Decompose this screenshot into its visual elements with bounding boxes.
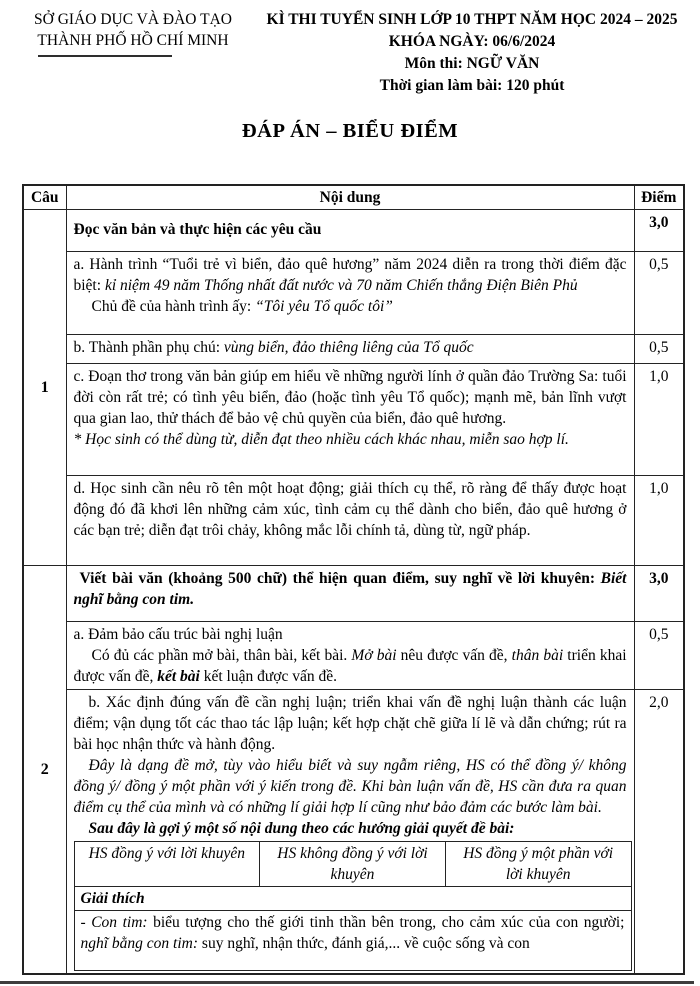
- q2b-score: 2,0: [634, 690, 684, 975]
- table-header-row: [23, 185, 684, 210]
- solution-directions-table: [74, 841, 632, 971]
- inner-content-row: [74, 911, 631, 971]
- q1a-paragraph-1: a. Hành trình “Tuổi trẻ vì biển, đảo quê hương” năm 2024 diễn ra trong thời điểm đặc biệt: kỉ niệm 49 năm Thống nhất đất nước và 70 năm Chiến thắng Điện Biên Phủ: [73, 256, 627, 294]
- page-bottom-scan-edge: [0, 981, 694, 984]
- q2-intro-score: 3,0: [634, 566, 684, 622]
- q2a-paragraph-2: Có đủ các phần mở bài, thân bài, kết bài. Mở bài nêu được vấn đề, thân bài triển khai được vấn đề, kết bài kết luận được vấn đề.: [73, 647, 627, 685]
- q1d-row: [23, 476, 684, 566]
- q2b-paragraph-2: Đây là dạng đề mở, tùy vào hiểu biết và suy ngẫm riêng, HS có thể đồng ý/ không đồng ý/ đồng ý một phần với ý kiến trong đề. Khi bàn luận vấn đề, HS cần đưa ra quan điểm cụ thể của mình và có những lí giải hợp lí cũng như bảo đảm các bước làm bài.: [73, 757, 627, 816]
- q2b-paragraph-1: b. Xác định đúng vấn đề cần nghị luận; triển khai vấn đề nghị luận thành các luận điểm; vận dụng tốt các thao tác lập luận; kết hợp chặt chẽ giữa lí lẽ và dẫn chứng; rút ra bài học nhận thức và hành động.: [73, 694, 627, 753]
- page-title: ĐÁP ÁN – BIỂU ĐIỂM: [241, 120, 459, 142]
- q1a-cell: [66, 252, 634, 335]
- q1c-paragraph-1: c. Đoạn thơ trong văn bản giúp em hiểu về những người lính ở quần đảo Trường Sa: tuổi đời còn rất trẻ; có tình yêu biển, đảo (hoặc tình yêu Tổ quốc); mạnh mẽ, bản lĩnh vượt qua gian lao, thử thách để bảo vệ chủ quyền của biển, đảo quê hương.: [73, 368, 627, 427]
- q1-intro-cell: [66, 210, 634, 252]
- answer-key-table: [22, 184, 685, 975]
- q2a-paragraph-1: a. Đảm bảo cấu trúc bài nghị luận: [73, 626, 283, 643]
- question-number-1: 1: [23, 210, 66, 566]
- q1a-paragraph-2: Chủ đề của hành trình ấy: “Tôi yêu Tổ quốc tôi”: [91, 298, 393, 315]
- q2b-paragraph-3: Sau đây là gợi ý một số nội dung theo các hướng giải quyết đề bài:: [88, 820, 515, 837]
- inner-col-partial-agree: HS đồng ý một phần với lời khuyên: [445, 842, 631, 887]
- question-number-2: 2: [23, 566, 66, 975]
- q1d-score: 1,0: [634, 476, 684, 566]
- department-name-line1: SỞ GIÁO DỤC VÀ ĐÀO TẠO: [34, 11, 232, 28]
- q1a-row: [23, 252, 684, 335]
- q2b-cell: [66, 690, 634, 975]
- q1c-score: 1,0: [634, 364, 684, 476]
- q1c-paragraph-2: * Học sinh có thể dùng từ, diễn đạt theo nhiều cách khác nhau, miễn sao hợp lí.: [73, 431, 569, 448]
- inner-header-row: [74, 842, 631, 887]
- inner-section-row: [74, 887, 631, 911]
- q2a-score: 0,5: [634, 622, 684, 690]
- q1-intro-score: 3,0: [634, 210, 684, 252]
- department-underline: [38, 55, 172, 57]
- inner-content-text: - Con tim: biểu tượng cho thế giới tinh thần bên trong, cho cảm xúc của con người; nghĩ bằng con tim: suy nghĩ, nhận thức, đánh giá,... về cuộc sống và con: [80, 914, 625, 952]
- q1c-row: [23, 364, 684, 476]
- inner-content-cell: [74, 911, 631, 971]
- column-header-content: Nội dung: [66, 185, 634, 210]
- q1a-score: 0,5: [634, 252, 684, 335]
- q2-intro-row: [23, 566, 684, 622]
- q1b-score: 0,5: [634, 335, 684, 364]
- q2a-cell: [66, 622, 634, 690]
- column-header-score: Điểm: [634, 185, 684, 210]
- inner-section-label: Giải thích: [74, 887, 631, 911]
- department-name-line2: THÀNH PHỐ HỒ CHÍ MINH: [37, 32, 229, 49]
- q1d-paragraph-1: d. Học sinh cần nêu rõ tên một hoạt động; giải thích cụ thể, rõ ràng để thấy được hoạt động đó đã khơi lên những cảm xúc, tình cảm cụ thể dành cho biển, đảo quê hương ở các bạn trẻ; diễn đạt trôi chảy, không mắc lỗi chính tả, dùng từ, ngữ pháp.: [73, 480, 627, 539]
- q1b-row: [23, 335, 684, 364]
- exam-duration: Thời gian làm bài: 120 phút: [379, 77, 565, 94]
- issuing-department-block: [8, 9, 258, 57]
- q2b-row: [23, 690, 684, 975]
- q1b-paragraph-1: b. Thành phần phụ chú: vùng biển, đảo thiêng liêng của Tổ quốc: [73, 339, 474, 356]
- q1-intro-text: Đọc văn bản và thực hiện các yêu cầu: [73, 221, 322, 238]
- inner-col-agree: HS đồng ý với lời khuyên: [74, 842, 260, 887]
- q1-intro-row: [23, 210, 684, 252]
- exam-date: KHÓA NGÀY: 06/6/2024: [388, 33, 556, 50]
- q2-intro-text: Viết bài văn (khoảng 500 chữ) thể hiện quan điểm, suy nghĩ về lời khuyên: Biết nghĩ bằng con tim.: [73, 570, 627, 608]
- q1c-cell: [66, 364, 634, 476]
- column-header-question: Câu: [23, 185, 66, 210]
- exam-subject: Môn thi: NGỮ VĂN: [404, 55, 540, 72]
- q1b-cell: [66, 335, 634, 364]
- exam-name: KÌ THI TUYỂN SINH LỚP 10 THPT NĂM HỌC 2024 – 2025: [266, 11, 678, 28]
- q2-intro-cell: [66, 566, 634, 622]
- exam-info-block: [252, 9, 692, 97]
- q1d-cell: [66, 476, 634, 566]
- q2a-row: [23, 622, 684, 690]
- inner-col-disagree: HS không đồng ý với lời khuyên: [260, 842, 446, 887]
